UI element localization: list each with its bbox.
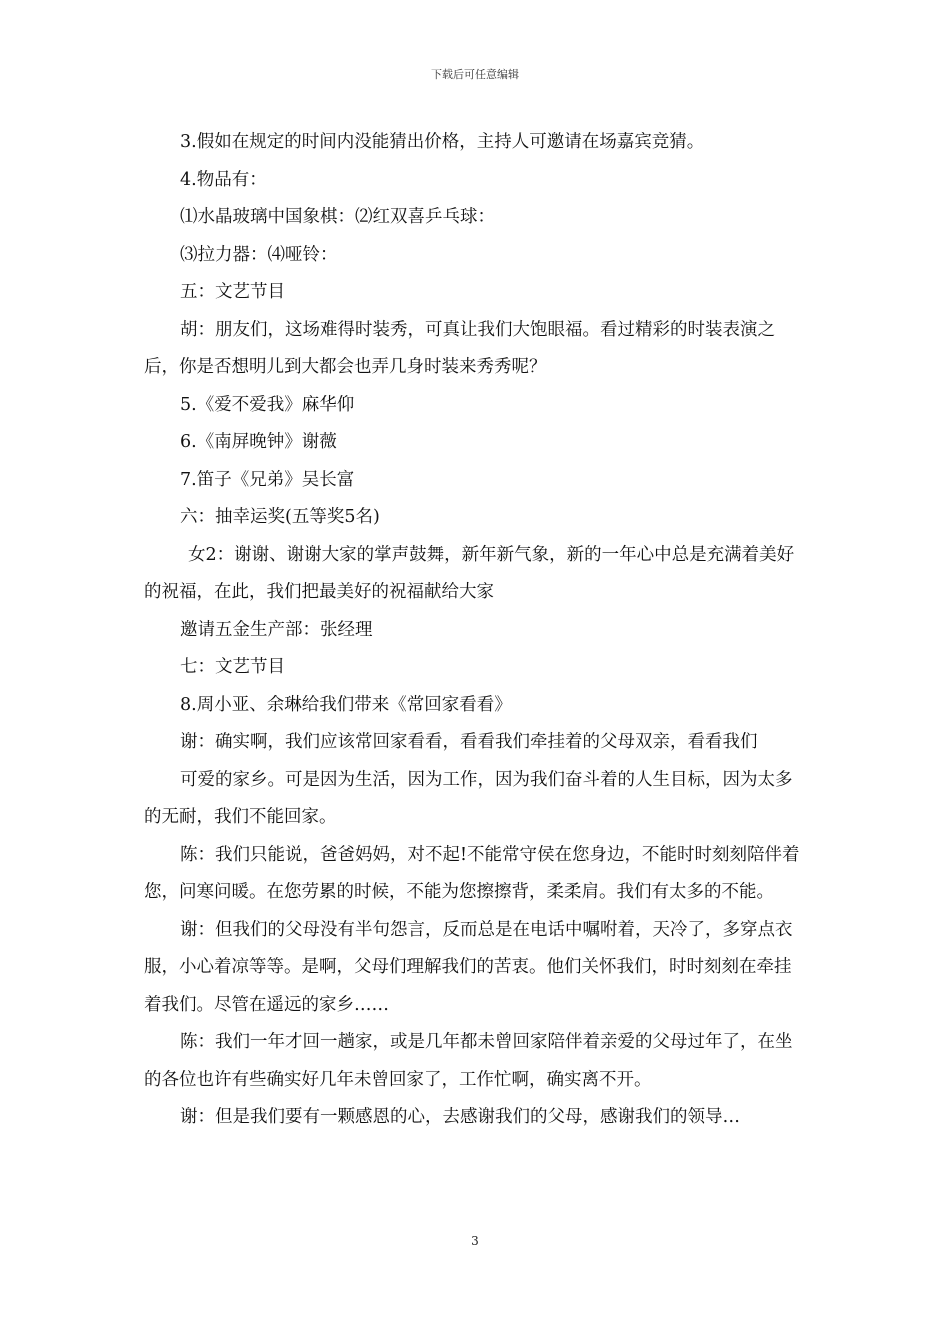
paragraph-xie-speech-2: 谢：但我们的父母没有半句怨言，反而总是在电话中嘱咐着，天冷了，多穿点衣服，小心着凉等等。是啊，父母们理解我们的苦衷。他们关怀我们，时时刻刻在牵挂着我们。尽管在遥远的家乡…… — [144, 919, 793, 1015]
paragraph-xie-speech-1: 谢：确实啊，我们应该常回家看看，看看我们牵挂着的父母双亲，看看我们 — [180, 732, 758, 752]
section-heading-five: 五：文艺节目 — [180, 282, 285, 302]
section-heading-six: 六：抽幸运奖(五等奖5名) — [180, 507, 380, 527]
paragraph-xie-speech-3: 谢：但是我们要有一颗感恩的心，去感谢我们的父母，感谢我们的领导… — [180, 1107, 740, 1127]
program-item-5: 5.《爱不爱我》麻华仰 — [180, 394, 355, 415]
paragraph-items-1-2: ⑴水晶玻璃中国象棋：⑵红双喜乒乓球： — [180, 207, 495, 227]
page-number: 3 — [471, 1234, 479, 1248]
paragraph-items-heading: 4.物品有： — [180, 169, 267, 190]
section-heading-seven: 七：文艺节目 — [180, 657, 285, 677]
paragraph-items-3-4: ⑶拉力器：⑷哑铃： — [180, 244, 338, 265]
program-item-8: 8.周小亚、余琳给我们带来《常回家看看》 — [180, 694, 512, 715]
page-header: 下载后可任意编辑 — [431, 68, 519, 81]
document-body — [144, 124, 808, 1137]
paragraph-chen-speech-2: 陈：我们一年才回一趟家，或是几年都未曾回家陪伴着亲爱的父母过年了，在坐的各位也许有些确实好几年未曾回家了，工作忙啊，确实离不开。 — [144, 1032, 793, 1090]
paragraph-hu-speech: 胡：朋友们，这场难得时装秀，可真让我们大饱眼福。看过精彩的时装表演之后，你是否想明儿到大都会也弄几身时装来秀秀呢？ — [144, 319, 775, 377]
paragraph-hometown: 可爱的家乡。可是因为生活，因为工作，因为我们奋斗着的人生目标，因为太多的无耐，我们不能回家。 — [144, 769, 793, 827]
paragraph-female2-speech: 女2：谢谢、谢谢大家的掌声鼓舞，新年新气象，新的一年心中总是充满着美好的祝福，在此，我们把最美好的祝福献给大家 — [144, 544, 795, 602]
program-item-6: 6.《南屏晚钟》谢薇 — [180, 432, 337, 452]
program-item-7: 7.笛子《兄弟》吴长富 — [180, 469, 355, 490]
paragraph-invite-manager: 邀请五金生产部：张经理 — [180, 619, 373, 640]
paragraph-guess-rule: 3.假如在规定的时间内没能猜出价格，主持人可邀请在场嘉宾竞猜。 — [180, 132, 705, 152]
paragraph-chen-speech-1: 陈：我们只能说，爸爸妈妈，对不起!不能常守侯在您身边，不能时时刻刻陪伴着您，问寒问暖。在您劳累的时候，不能为您擦擦背，柔柔肩。我们有太多的不能。 — [144, 844, 800, 902]
